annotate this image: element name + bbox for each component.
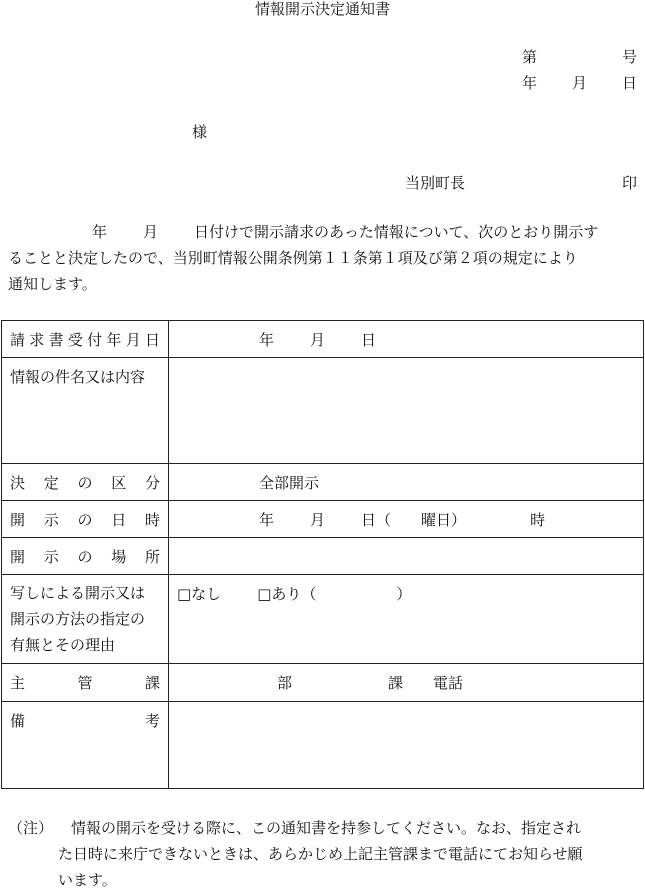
issuer-name: 当別町長 <box>405 174 466 192</box>
label-char: 日 <box>111 510 127 529</box>
value-info-subject <box>169 358 644 464</box>
note-line2: た日時に来庁できないときは、あらかじめ上記主管課まで電話にてお知らせ願 <box>58 845 583 863</box>
doc-number-dai: 第 <box>522 48 538 66</box>
label-char: 示 <box>43 547 59 566</box>
value-department <box>169 664 644 702</box>
label-char: の <box>77 510 93 529</box>
label-char: の <box>77 547 93 566</box>
label-decision-type <box>2 464 169 501</box>
label-char: 定 <box>43 473 59 492</box>
dept-denwa: 電話 <box>433 674 464 692</box>
table-row <box>2 702 644 789</box>
value-disclosure-datetime <box>169 501 644 538</box>
copy-method-line3: 有無とその理由 <box>10 636 116 654</box>
page-title: 情報開示決定通知書 <box>254 0 390 18</box>
body-nen: 年 <box>92 223 108 241</box>
label-char: 区 <box>111 473 127 492</box>
copy-method-line1: 写しによる開示又は <box>10 584 146 602</box>
label-char: 備 <box>10 712 26 730</box>
date-nen: 年 <box>522 74 538 92</box>
value-receipt-date <box>169 321 644 358</box>
label-receipt-date <box>2 321 169 358</box>
label-char: 年 <box>106 330 122 349</box>
table-row <box>2 538 644 575</box>
notice-table <box>1 320 644 789</box>
doc-number-go: 号 <box>622 48 638 66</box>
note-line3: います。 <box>58 871 117 889</box>
label-char: 時 <box>144 510 160 529</box>
label-char: 求 <box>29 330 45 349</box>
label-info-subject: 情報の件名又は内容 <box>2 358 169 464</box>
label-copy-method <box>2 575 169 664</box>
seal-mark: 印 <box>622 174 638 192</box>
value-copy-method <box>169 575 644 664</box>
dt-hi: 日（ <box>361 510 392 529</box>
label-char: 分 <box>144 473 160 492</box>
date-hi: 日 <box>622 74 638 92</box>
label-char: 場 <box>111 547 127 566</box>
label-char: 課 <box>144 674 160 692</box>
note-prefix: （注） <box>8 819 54 837</box>
table-row <box>2 664 644 702</box>
table-row <box>2 464 644 501</box>
body-line1: 日付けで開示請求のあった情報について、次のとおり開示す <box>194 223 599 241</box>
value-decision-type <box>169 464 644 501</box>
label-char: 書 <box>48 330 64 349</box>
table-row <box>2 321 644 358</box>
table-row <box>2 358 644 464</box>
label-char: 開 <box>10 510 26 529</box>
option-ari-close: ） <box>396 585 412 603</box>
label-char: 日 <box>144 330 160 349</box>
label-char: 請 <box>10 330 26 349</box>
addressee-sama: 様 <box>192 123 208 141</box>
label-char: 示 <box>43 510 59 529</box>
receipt-tsuki: 月 <box>310 330 326 349</box>
label-char: 月 <box>125 330 141 349</box>
label-char: 主 <box>10 674 26 692</box>
dept-ka: 課 <box>388 674 404 692</box>
label-char: 付 <box>87 330 103 349</box>
dt-nen: 年 <box>259 510 275 529</box>
label-remarks <box>2 702 169 789</box>
dt-tsuki: 月 <box>310 510 326 529</box>
dept-bu: 部 <box>277 674 293 692</box>
label-char: 管 <box>77 674 93 692</box>
value-disclosure-place <box>169 538 644 575</box>
date-tsuki: 月 <box>572 74 588 92</box>
dt-ji: 時 <box>530 510 546 529</box>
label-disclosure-datetime <box>2 501 169 538</box>
label-department <box>2 664 169 702</box>
label-char: 決 <box>10 473 26 492</box>
label-disclosure-place <box>2 538 169 575</box>
option-ari[interactable]: □あり（ <box>257 585 317 603</box>
receipt-nen: 年 <box>259 330 275 349</box>
copy-method-line2: 開示の方法の指定の <box>10 610 146 628</box>
body-line2: ることと決定したので、当別町情報公開条例第１１条第１項及び第２項の規定により <box>8 249 578 267</box>
table-row <box>2 501 644 538</box>
label-char: 受 <box>67 330 83 349</box>
value-remarks <box>169 702 644 789</box>
label-char: 開 <box>10 547 26 566</box>
note-line1: 情報の開示を受ける際に、この通知書を持参してください。なお、指定され <box>71 819 582 837</box>
body-line3: 通知します。 <box>8 275 97 293</box>
footnote <box>8 815 640 893</box>
body-paragraph <box>8 219 640 297</box>
dt-youbi: 曜日） <box>421 510 467 529</box>
body-tsuki: 月 <box>143 223 159 241</box>
label-char: 所 <box>144 547 160 566</box>
option-nashi[interactable]: □なし <box>177 585 222 603</box>
label-char: 考 <box>144 712 160 730</box>
table-row <box>2 575 644 664</box>
receipt-hi: 日 <box>361 330 377 349</box>
label-char: の <box>77 473 93 492</box>
decision-value: 全部開示 <box>259 473 320 492</box>
